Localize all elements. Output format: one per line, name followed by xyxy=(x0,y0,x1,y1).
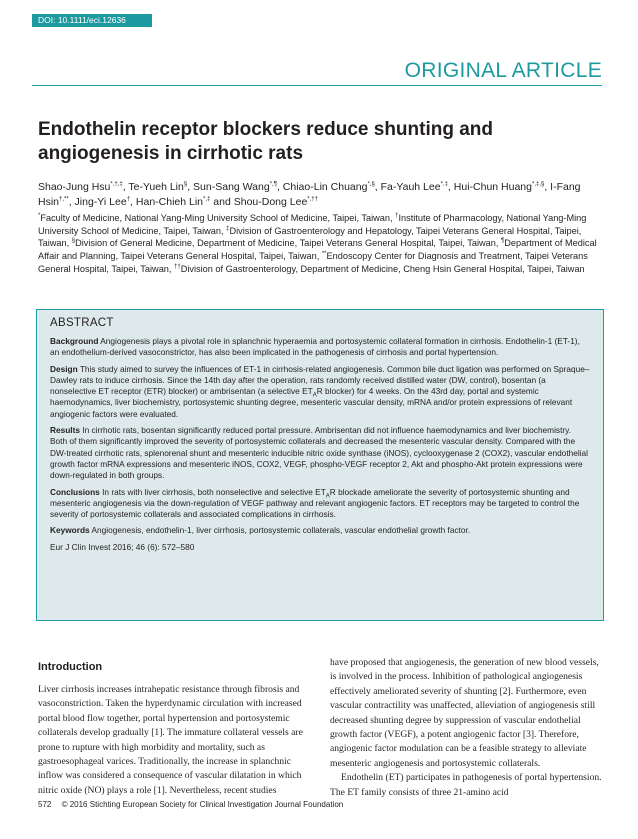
abstract-keywords-text: Angiogenesis, endothelin-1, liver cirrhosis, portosystemic collaterals, vascular endothelial growth factor. xyxy=(91,525,471,536)
abstract-design-text-cont: R blocker) for 4 weeks. On the 43rd day, portal and systemic haemodynamics, liver biochemistry, portosystemic shunting degree, mesenteric vascular density, mRNA and/or protein expressions of relevant angiogenic factors were evaluated. xyxy=(50,386,573,419)
affiliation-text: Department of Medical Affair and Planning, Taipei Veterans General Hospital, Taipei, Taiwan, xyxy=(38,238,597,262)
affiliation-mark: †† xyxy=(174,263,181,270)
affiliation-mark: ¶ xyxy=(500,238,505,245)
author-name: Hui-Chun Huang xyxy=(453,181,532,193)
author-marks: *,†,‡ xyxy=(110,181,123,188)
author-name: Shao-Jung Hsu xyxy=(38,181,111,193)
citation: Eur J Clin Invest 2016; 46 (6): 572–580 xyxy=(50,541,195,552)
author-marks: *,‡ xyxy=(203,196,211,203)
body-paragraph: have proposed that angiogenesis, the generation of new blood vessels, is involved in the process. Inhibition of pathological angiogenesis effectively ameliorated severity of shunting [2]. Furthermore, even vascular contractility was unaffected, alleviation of angiogenesis still decreased shunting degree by suppression of vascular endothelial growth factor (VEGF), a potent angiogenic factor [3]. Therefore, angiogenic factor modulation can be a feasible strategy to alleviate mesenteric angiogenesis and portosystemic collaterals. xyxy=(330,657,599,769)
body-column-right xyxy=(330,656,602,800)
author-list: Shao-Jung Hsu*,†,‡, Te-Yueh Lin§, Sun-Sang Wang*,¶, Chiao-Lin Chuang*,§, Fa-Yauh Lee*,‡, Hui-Chun Huang*,‡,§, I-Fang Hsin†,**, Jing-Yi Lee†, Han-Chieh Lin*,‡ and Shou-Dong Lee*,†† xyxy=(38,181,581,208)
affiliation-mark: § xyxy=(71,238,76,245)
author-name: Shou-Dong Lee xyxy=(233,196,308,208)
author-name: Te-Yueh Lin xyxy=(128,181,184,193)
abstract-results xyxy=(50,425,590,481)
abstract-design-label: Design xyxy=(50,363,78,374)
abstract-conclusions-label: Conclusions xyxy=(50,486,100,497)
body-paragraph: Endothelin (ET) participates in pathogenesis of portal hypertension. The ET family consists of three 21-amino acid xyxy=(330,772,602,798)
body-column-left xyxy=(38,660,310,798)
abstract-results-label: Results xyxy=(50,425,80,436)
author-marks: *,§ xyxy=(367,181,375,188)
doi-text[interactable]: DOI: 10.1111/eci.12636 xyxy=(38,15,126,25)
abstract-conclusions xyxy=(50,487,590,521)
author-name: Fa-Yauh Lee xyxy=(380,181,441,193)
page-number: 572 xyxy=(38,800,52,809)
author-marks: § xyxy=(183,181,188,188)
abstract-keywords-label: Keywords xyxy=(50,525,90,536)
author-marks: *,†† xyxy=(307,196,318,203)
author-name: Sun-Sang Wang xyxy=(193,181,270,193)
header-rule xyxy=(32,85,602,86)
section-label: ORIGINAL ARTICLE xyxy=(404,59,602,82)
abstract-design xyxy=(50,364,590,420)
affiliation-text: Division of Gastroenterology, Department of Medicine, Cheng Hsin General Hospital, Taipei, Taiwan xyxy=(180,263,585,274)
author-name: I-Fang Hsin xyxy=(38,181,581,208)
abstract-conclusions-text-cont: R blockade ameliorate the severity of portosystemic shunting and mesenteric angiogenesis via the down-regulation of VEGF pathway and relevant angiogenic factors. ET receptors may be targeted to control the severity of portosystemic collaterals and associated complications in cirrhosis. xyxy=(50,486,580,520)
introduction-heading: Introduction xyxy=(38,661,103,673)
affiliation-text: Institute of Pharmacology, National Yang-Ming University School of Medicine, Taipei, Taiwan, xyxy=(38,213,587,236)
affiliation-text: Division of Gastroenterology and Hepatology, Taipei Veterans General Hospital, Taipei, Taiwan, xyxy=(38,225,582,249)
subscript: A xyxy=(312,392,317,399)
author-marks: *,‡,§ xyxy=(531,181,545,188)
abstract-keywords xyxy=(50,525,590,536)
affiliation-mark: * xyxy=(38,212,41,219)
article-title: Endothelin receptor blockers reduce shunting and angiogenesis in cirrhotic rats xyxy=(38,119,494,164)
author-name: Han-Chieh Lin xyxy=(135,196,204,208)
affiliation-mark: † xyxy=(395,212,399,219)
author-marks: *,¶ xyxy=(269,181,277,188)
affiliation-text: Faculty of Medicine, National Yang-Ming University School of Medicine, Taipei, Taiwan, xyxy=(40,213,393,223)
author-name: Chiao-Lin Chuang xyxy=(282,181,368,193)
affiliation-mark: ** xyxy=(321,251,327,258)
abstract-background xyxy=(50,336,590,359)
abstract-box xyxy=(36,309,604,621)
abstract-content xyxy=(50,316,590,558)
abstract-background-label: Background xyxy=(50,336,99,346)
authors-and: and xyxy=(213,196,231,208)
abstract-conclusions-text: In rats with liver cirrhosis, both nonselective and selective ET xyxy=(102,486,326,497)
affiliation-text: Endoscopy Center for Diagnosis and Treatment, Taipei Veterans General Hospital, Taipei, Taiwan, xyxy=(38,251,588,274)
affiliation-text: Division of General Medicine, Department of Medicine, Taipei Veterans General Hospital, Taipei, Taiwan, xyxy=(75,238,499,249)
author-marks: † xyxy=(126,196,131,203)
abstract-heading: ABSTRACT xyxy=(50,317,114,329)
abstract-design-text: This study aimed to survey the influences of ET-1 in cirrhosis-related angiogenesis. Common bile duct ligation was performed on Spraque–Dawley rats to induce cirrhosis. Since the 14th day after the operation, rats randomly received distilled water (DW, control), bosentan (a nonselective ET receptor (ETR) blocker) or ambrisentan (a selective ET xyxy=(50,363,590,397)
affiliations xyxy=(38,212,608,276)
author-marks: *,‡ xyxy=(440,181,448,188)
body-paragraph: Liver cirrhosis increases intrahepatic resistance through fibrosis and vasoconstriction. Taken the hyperdynamic circulation with increased portal blood flow together, portal hypertension and portosystemic collaterals develop gradually [1]. The immature collateral vessels are prone to rupture with high morbidity and mortality, such as gastroesophageal varices. Traditionally, the increase in splanchnic inflow was considered a consequence of vascular dilatation in which nitric oxide (NO) plays a role [1]. Nevertheless, recent studies xyxy=(38,684,303,796)
copyright-text: © 2016 Stichting European Society for Clinical Investigation Journal Foundation xyxy=(61,800,344,809)
abstract-background-text: Angiogenesis plays a pivotal role in splanchnic hyperaemia and portosystemic collateral formation in cirrhosis. Endothelin-1 (ET-1), an endothelium-derived vasoconstrictor, has also been implicated in the pathogenesis of cirrhosis and portal hypertension. xyxy=(50,336,580,358)
page-footer xyxy=(38,800,343,810)
subscript: A xyxy=(325,493,330,500)
author-name: Jing-Yi Lee xyxy=(74,196,127,208)
affiliation-mark: ‡ xyxy=(226,225,230,232)
abstract-results-text: In cirrhotic rats, bosentan significantly reduced portal pressure. Ambrisentan did not influence haemodynamics and liver biochemistry. Both of them significantly improved the severity of portosystemic collaterals and decreased the mesenteric vascular density. Compared with the DW-treated cirrhotic rats, splenorenal shunt and mesenteric inducible nitric oxide synthase (iNOS), cyclooxygenase 2 (COX2), vascular endothelial growth factor mRNA expressions and mesenteric iNOS, COX2, VEGF, phospho-VEGF receptor 2, Akt and phospho-Akt protein expressions were down-regulated in both groups. xyxy=(50,425,589,481)
author-marks: †,** xyxy=(59,196,69,203)
